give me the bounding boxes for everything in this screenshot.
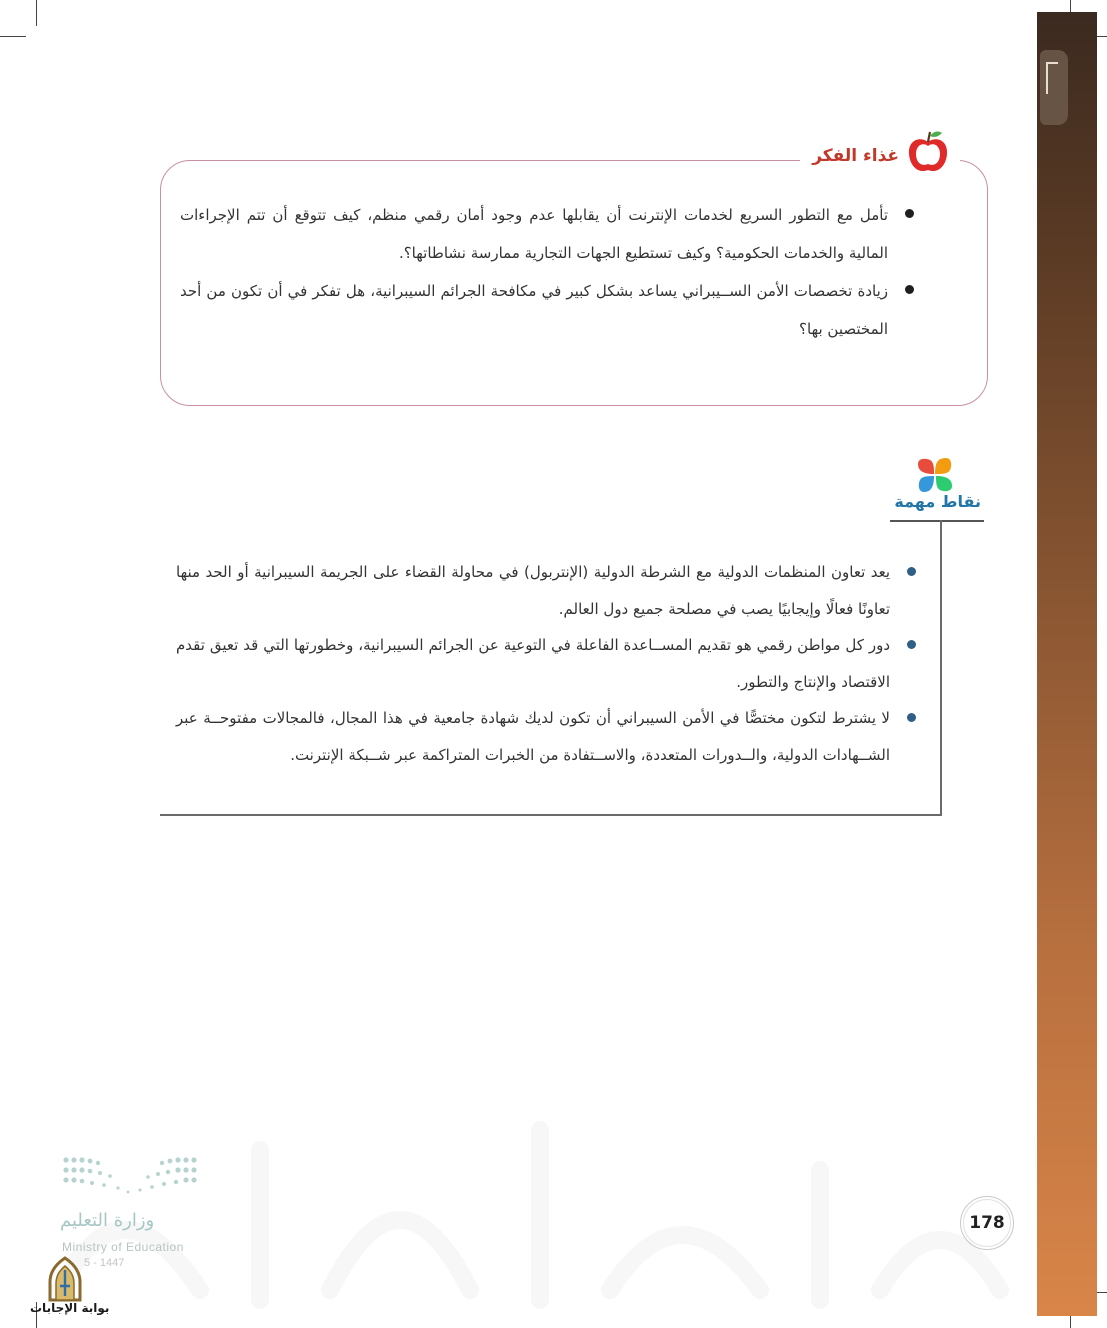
ministry-dots-logo [62,1156,198,1196]
bullet-dot [905,285,914,294]
ministry-year: 5 - 1447 [84,1257,125,1269]
side-tab-mark [1046,62,1058,94]
crop-mark [36,0,37,26]
apple-icon [906,128,950,176]
important-points-bullets [176,554,924,773]
ministry-name-arabic: وزارة التعليم [60,1210,155,1231]
important-points-title: نقاط مهمة [894,492,981,511]
crop-mark [0,36,26,37]
bullet-dot [907,567,916,576]
thought-food-bullets [180,196,922,348]
bullet-dot [905,209,914,218]
list-item [180,196,922,272]
side-decoration-strip [1037,12,1097,1316]
bullet-text: يعد تعاون المنظمات الدولية مع الشرطة الدولية (الإنتربول) في محاولة القضاء على الجريمة السيبرانية أو الحد منها تعاونًا فعالًا وإيجابيًا يصب في مصلحة جميع دول العالم. [176,563,890,618]
bullet-text: زيادة تخصصات الأمن الســيبراني يساعد بشكل كبير في مكافحة الجرائم السيبرانية، هل تفكر في أن تكون من أحد المختصين بها؟ [180,282,888,338]
background-watermark [0,1090,1030,1320]
list-item [176,700,924,773]
page-number: 178 [960,1196,1014,1250]
frame-vertical-line [940,520,942,816]
bullet-text: لا يشترط لتكون مختصًّا في الأمن السيبراني أن تكون لديك شهادة جامعية في هذا المجال، فالمجالات مفتوحــة عبر الشــهادات الدولية، والــدورات المتعددة، والاســتفادة من الخبرات المتراكمة عبر شــبكة الإنترنت. [176,709,890,764]
petals-icon [916,456,954,494]
bullet-dot [907,640,916,649]
title-underline [890,520,984,522]
bullet-text: دور كل مواطن رقمي هو تقديم المســاعدة الفاعلة في التوعية عن الجرائم السيبرانية، وخطورتها التي قد تعيق تقدم الاقتصاد والإنتاج والتطور. [176,636,890,691]
bullet-dot [907,713,916,722]
list-item [176,627,924,700]
list-item [176,554,924,627]
thought-food-title: غذاء الفكر [812,146,899,166]
ministry-name-english: Ministry of Education [62,1240,184,1254]
site-label[interactable]: بوابة الإجابات [30,1301,110,1315]
list-item [180,272,922,348]
bullet-text: تأمل مع التطور السريع لخدمات الإنترنت أن يقابلها عدم وجود أمان رقمي منظم، كيف تتوقع أن تتم الإجراءات المالية والخدمات الحكومية؟ وكيف تستطيع الجهات التجارية ممارسة نشاطاتها؟. [180,206,888,262]
frame-horizontal-line [160,814,942,816]
mosque-logo [44,1256,86,1302]
